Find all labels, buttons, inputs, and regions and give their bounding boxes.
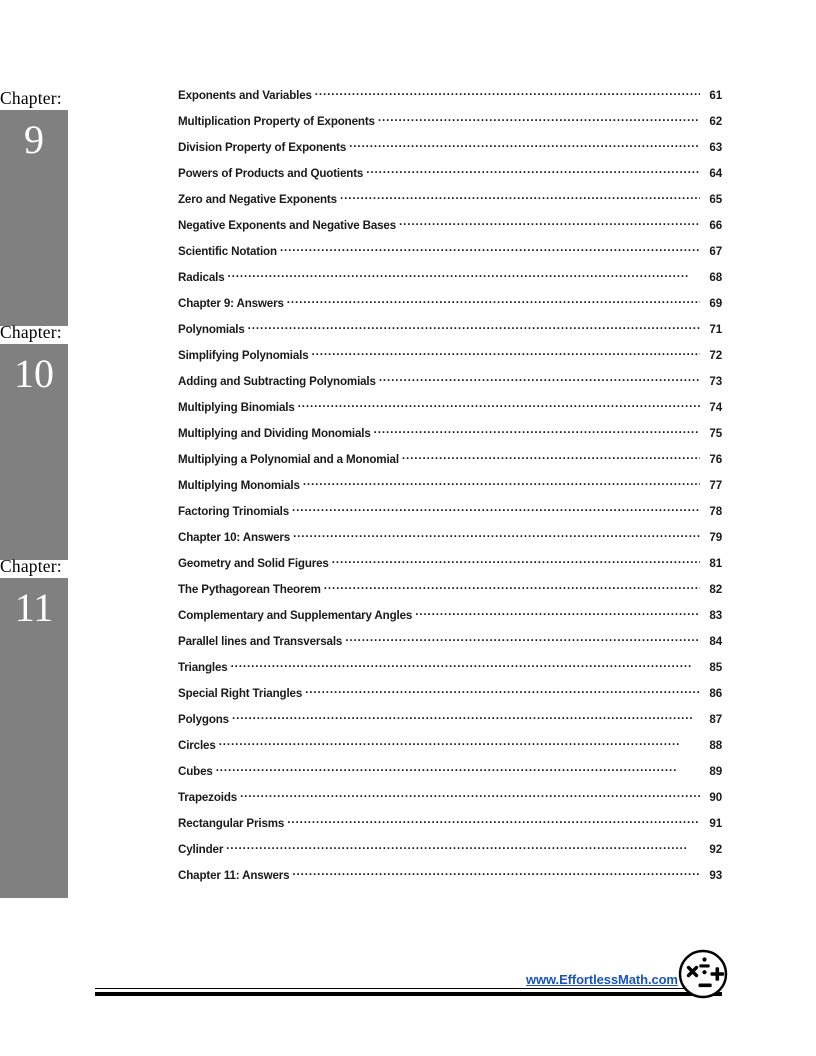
toc-entry[interactable] [178,244,722,270]
toc-entry-page-number: 88 [709,739,722,752]
toc-entry[interactable] [178,582,722,608]
chapter-entries [95,322,816,556]
toc-entry-title: Zero and Negative Exponents [178,193,337,206]
toc-entry-title: Division Property of Exponents [178,141,347,154]
toc-entry[interactable] [178,556,722,582]
toc-dot-leader [216,764,700,775]
toc-entry-title: Chapter 11: Answers [178,869,290,882]
effortless-math-logo-icon [677,948,729,1000]
chapter-group [0,322,816,556]
toc-entry[interactable] [178,192,722,218]
toc-entry-title: Cylinder [178,843,224,856]
toc-dot-leader [219,738,700,749]
toc-entry-page-number: 73 [709,375,722,388]
toc-entry-title: Multiplying Monomials [178,479,300,492]
toc-entry-title: Triangles [178,661,228,674]
toc-dot-leader [379,374,700,385]
toc-entry-title: Factoring Trinomials [178,505,290,518]
toc-entry[interactable] [178,738,722,764]
toc-entry-page-number: 64 [709,167,722,180]
toc-dot-leader [345,634,700,645]
chapter-label: Chapter: [0,322,62,342]
toc-entry-page-number: 62 [709,115,722,128]
toc-dot-leader [292,504,700,515]
toc-entry[interactable] [178,868,722,894]
toc-entry-page-number: 84 [709,635,722,648]
toc-dot-leader [315,88,700,99]
chapter-label: Chapter: [0,88,62,108]
toc-entry-title: Complementary and Supplementary Angles [178,609,413,622]
toc-entry-title: Chapter 10: Answers [178,531,291,544]
toc-entry[interactable] [178,504,722,530]
toc-entry-page-number: 82 [709,583,722,596]
toc-entry-page-number: 63 [709,141,722,154]
toc-entry-page-number: 86 [709,687,722,700]
toc-dot-leader [399,218,700,229]
toc-entry-title: Special Right Triangles [178,687,303,700]
toc-entry-page-number: 74 [709,401,722,414]
toc-entry[interactable] [178,114,722,140]
toc-dot-leader [292,868,700,879]
toc-dot-leader [332,556,700,567]
toc-entry-title: Circles [178,739,216,752]
toc-entry[interactable] [178,166,722,192]
toc-entry[interactable] [178,296,722,322]
toc-entry[interactable] [178,816,722,842]
toc-entry-title: Powers of Products and Quotients [178,167,364,180]
toc-dot-leader [374,426,700,437]
toc-dot-leader [378,114,700,125]
toc-dot-leader [340,192,700,203]
toc-dot-leader [312,348,700,359]
chapter-label: Chapter: [0,556,62,576]
toc-entry-page-number: 83 [709,609,722,622]
toc-dot-leader [248,322,700,333]
toc-entry-page-number: 68 [709,271,722,284]
chapter-number: 9 [24,117,44,162]
chapter-number-block [0,344,68,560]
chapter-group [0,88,816,322]
toc-entry-page-number: 93 [709,869,722,882]
toc-entry-title: Trapezoids [178,791,238,804]
toc-entry-title: Multiplying and Dividing Monomials [178,427,371,440]
chapter-entries [95,556,816,894]
toc-dot-leader [240,790,700,801]
toc-entry-title: Rectangular Prisms [178,817,285,830]
toc-entry[interactable] [178,374,722,400]
toc-dot-leader [293,530,700,541]
toc-entry-page-number: 85 [709,661,722,674]
toc-dot-leader [305,686,700,697]
toc-entry-page-number: 77 [709,479,722,492]
toc-entry-title: Adding and Subtracting Polynomials [178,375,376,388]
toc-entry-page-number: 91 [709,817,722,830]
toc-entry-title: Multiplication Property of Exponents [178,115,375,128]
chapter-number-block [0,578,68,898]
toc-entry-page-number: 69 [709,297,722,310]
toc-entry[interactable] [178,530,722,556]
chapter-group [0,556,816,894]
toc-entry[interactable] [178,842,722,868]
toc-entry-title: Simplifying Polynomials [178,349,309,362]
toc-entry[interactable] [178,270,722,296]
toc-entry-title: Parallel lines and Transversals [178,635,343,648]
toc-entry[interactable] [178,88,722,114]
toc-entry-page-number: 66 [709,219,722,232]
toc-entry-page-number: 87 [709,713,722,726]
toc-entry[interactable] [178,634,722,660]
toc-dot-leader [366,166,700,177]
toc-entry-page-number: 90 [709,791,722,804]
toc-entry-page-number: 75 [709,427,722,440]
toc-entry[interactable] [178,322,722,348]
toc-entry[interactable] [178,764,722,790]
toc-dot-leader [228,270,701,281]
toc-entry-title: Exponents and Variables [178,89,312,102]
toc-entry[interactable] [178,608,722,634]
footer-website-link[interactable]: www.EffortlessMath.com [526,972,678,987]
page-footer [95,972,722,1012]
toc-dot-leader [303,478,700,489]
toc-entry-page-number: 65 [709,193,722,206]
toc-entry-title: Geometry and Solid Figures [178,557,329,570]
toc-dot-leader [349,140,700,151]
toc-entry-page-number: 81 [709,557,722,570]
chapter-number-block [0,110,68,326]
toc-entry-page-number: 71 [709,323,722,336]
toc-entry-title: The Pythagorean Theorem [178,583,321,596]
toc-dot-leader [298,400,700,411]
toc-entry-title: Radicals [178,271,225,284]
footer-rule-thick [95,992,722,996]
toc-entry[interactable] [178,348,722,374]
toc-entry-title: Cubes [178,765,213,778]
toc-entry-title: Multiplying Binomials [178,401,295,414]
toc-entry[interactable] [178,140,722,166]
chapter-entries [95,88,816,322]
footer-rule-thin [95,988,722,989]
toc-dot-leader [287,296,700,307]
toc-entry[interactable] [178,400,722,426]
toc-entry-title: Negative Exponents and Negative Bases [178,219,397,232]
toc-dot-leader [231,660,700,671]
toc-dot-leader [280,244,700,255]
toc-entry[interactable] [178,790,722,816]
toc-entry-page-number: 67 [709,245,722,258]
toc-entry-page-number: 61 [709,89,722,102]
chapter-number: 11 [14,585,54,630]
toc-entry-page-number: 92 [709,843,722,856]
toc-dot-leader [232,712,700,723]
toc-entry[interactable] [178,426,722,452]
chapter-number: 10 [14,351,54,396]
toc-entry-page-number: 78 [709,505,722,518]
toc-dot-leader [402,452,700,463]
toc-entry-page-number: 76 [709,453,722,466]
toc-entry[interactable] [178,686,722,712]
toc-dot-leader [415,608,700,619]
toc-dot-leader [226,842,700,853]
toc-entry-title: Polynomials [178,323,245,336]
toc-entry-page-number: 79 [709,531,722,544]
toc-entry-title: Multiplying a Polynomial and a Monomial [178,453,399,466]
toc-dot-leader [287,816,700,827]
toc-entry-title: Polygons [178,713,229,726]
toc-entry[interactable] [178,478,722,504]
toc-entry[interactable] [178,452,722,478]
toc-entry[interactable] [178,712,722,738]
toc-entry[interactable] [178,660,722,686]
toc-entry-title: Scientific Notation [178,245,277,258]
toc-entry-page-number: 72 [709,349,722,362]
toc-entry-page-number: 89 [709,765,722,778]
toc-entry[interactable] [178,218,722,244]
toc-dot-leader [324,582,700,593]
toc-entry-title: Chapter 9: Answers [178,297,284,310]
